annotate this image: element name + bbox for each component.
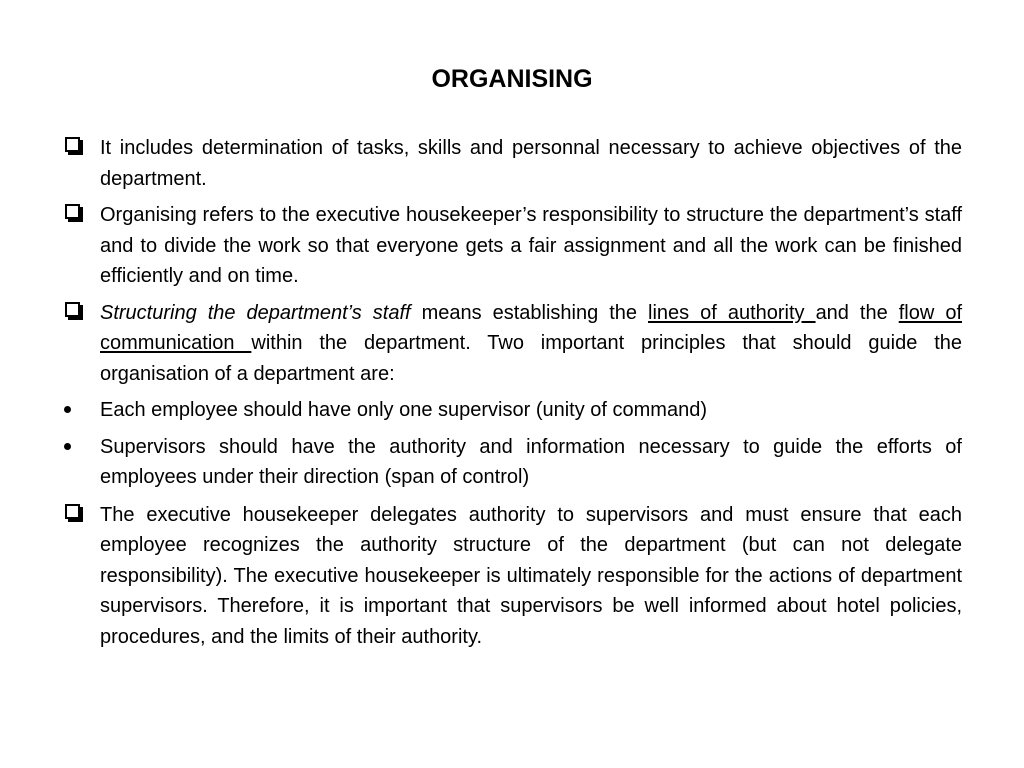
bullet-icon (64, 443, 71, 450)
checkbox-icon (65, 302, 80, 317)
list-item (62, 200, 962, 292)
item-text: Supervisors should have the authority and information necessary to guide the efforts of employees under their direction (span of control) (100, 435, 962, 488)
marker (62, 200, 86, 230)
text-segment: and the (815, 301, 899, 324)
underlined-phrase: flow of communication (100, 301, 962, 354)
bullet-icon (64, 406, 71, 413)
list-item (62, 298, 962, 390)
marker (62, 500, 86, 530)
text-segment: within the department. Two important principles that should guide the organisation of a department are: (100, 332, 962, 385)
marker (62, 432, 86, 462)
list-item (62, 500, 962, 653)
marker (62, 298, 86, 328)
checkbox-icon (65, 137, 80, 152)
checkbox-icon (65, 504, 80, 519)
slide-title: ORGANISING (431, 65, 593, 93)
item-text: The executive housekeeper delegates authority to supervisors and must ensure that each employee recognizes the authority structure of the department (but can not delegate responsibility). The executive housekeeper is ultimately responsible for the actions of department supervisors. Therefore, it is important that supervisors be well informed about hotel policies, procedures, and the limits of their authority. (100, 503, 962, 648)
slide-content (62, 133, 962, 658)
text-segment: means establishing the (410, 301, 649, 324)
item-text: It includes determination of tasks, skills and personnal necessary to achieve objectives of the department. (100, 137, 962, 190)
item-text: Organising refers to the executive housekeeper’s responsibility to structure the department’s staff and to divide the work so that everyone gets a fair assignment and all the work can be finished efficiently and on time. (100, 204, 962, 287)
marker (62, 133, 86, 163)
list-item (62, 133, 962, 194)
underlined-phrase: lines of authority (648, 301, 816, 324)
item-text: Each employee should have only one supervisor (unity of command) (100, 399, 707, 421)
checkbox-icon (65, 204, 80, 219)
list-item (62, 395, 962, 426)
marker (62, 395, 86, 425)
italic-phrase: Structuring the department’s staff (100, 301, 411, 324)
list-item (62, 432, 962, 493)
